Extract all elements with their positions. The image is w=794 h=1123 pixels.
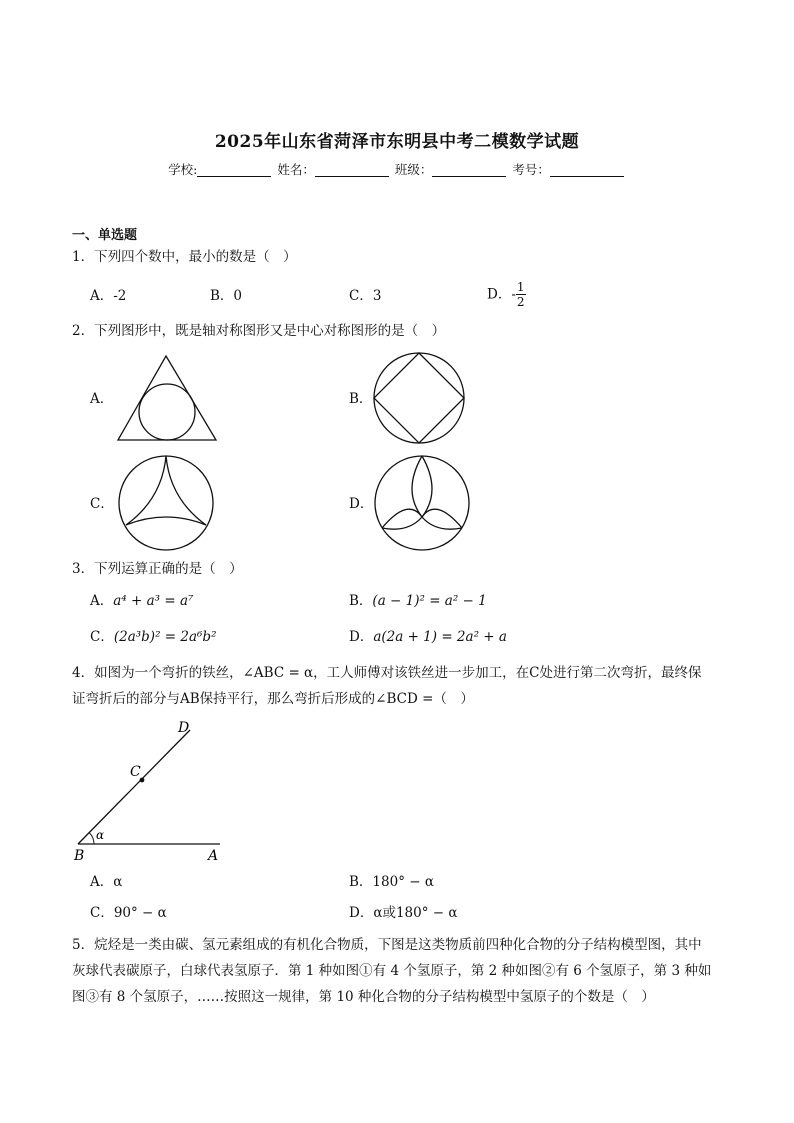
label-c: C xyxy=(130,764,141,780)
number-label: 考号： xyxy=(512,162,550,177)
q3-option-b-label: B． xyxy=(349,593,373,609)
q1-option-b[interactable]: B．0 xyxy=(210,288,243,304)
question-3-stem: 3．下列运算正确的是（ ） xyxy=(72,561,243,577)
question-5-line-1: 5．烷烃是一类由碳、氢元素组成的有机化合物质，下图是这类物质前四种化合物的分子结构模型图，其中 xyxy=(72,937,702,953)
q3-option-c[interactable] xyxy=(90,628,216,646)
q1-option-a[interactable]: A．-2 xyxy=(90,288,127,304)
q1-option-d-prefix: D．- xyxy=(487,286,516,303)
name-blank[interactable] xyxy=(315,163,389,177)
number-blank[interactable] xyxy=(550,163,624,177)
q2-option-d-label[interactable]: D． xyxy=(349,496,374,512)
q3-option-d[interactable] xyxy=(349,628,507,646)
question-5-line-2: 灰球代表碳原子，白球代表氢原子．第 1 种如图①有 4 个氢原子，第 2 种如图②有 6 个氢原子，第 3 种如 xyxy=(72,963,712,979)
school-label: 学校: xyxy=(168,162,198,177)
q2-option-a-label[interactable]: A． xyxy=(90,391,114,407)
exam-title: 2025年山东省菏泽市东明县中考二模数学试题 xyxy=(214,132,580,152)
question-4-line-1: 4．如图为一个弯折的铁丝，∠ABC = α，工人师傅对该铁丝进一步加工，在C处进行第二次弯折，最终保 xyxy=(72,665,702,681)
q1-option-d[interactable] xyxy=(487,280,526,309)
question-5-line-3: 图③有 8 个氢原子，……按照这一规律，第 10 种化合物的分子结构模型中氢原子的个数是（ ） xyxy=(72,989,655,1005)
q4-option-a[interactable]: A．α xyxy=(90,874,123,890)
name-label: 姓名： xyxy=(277,162,315,177)
q3-option-a-label: A． xyxy=(90,593,114,609)
class-label: 班级： xyxy=(394,162,433,177)
q3-option-a[interactable] xyxy=(90,592,193,610)
q3-option-d-label: D． xyxy=(349,629,374,645)
question-1-stem: 1．下列四个数中，最小的数是（ ） xyxy=(72,249,297,265)
q2-figure-a-triangle-incircle[interactable] xyxy=(116,354,220,442)
label-alpha: α xyxy=(96,828,105,842)
q3-option-c-expr: (2a³b)² = 2a⁶b² xyxy=(113,629,217,645)
question-5-stem xyxy=(72,932,724,1010)
fraction-denominator: 2 xyxy=(516,295,525,309)
q2-figure-d-trefoil[interactable] xyxy=(374,455,470,551)
question-4-stem xyxy=(72,660,724,712)
question-4-line-2: 证弯折后的部分与AB保持平行，那么弯折后形成的∠BCD =（ ） xyxy=(72,691,474,707)
section-title: 一、单选题 xyxy=(72,228,138,243)
class-blank[interactable] xyxy=(432,163,506,177)
q3-option-d-expr: a(2a + 1) = 2a² + a xyxy=(373,629,507,645)
school-blank[interactable] xyxy=(197,163,271,177)
q1-option-d-fraction xyxy=(516,280,526,309)
angle-alpha-arc xyxy=(89,833,94,844)
q4-bent-wire-figure xyxy=(70,718,230,866)
q2-option-b-label[interactable]: B． xyxy=(349,391,373,407)
q4-option-b[interactable]: B．180° − α xyxy=(349,874,434,890)
q2-figure-c-curved-triangle[interactable] xyxy=(118,455,214,551)
fraction-numerator: 1 xyxy=(516,280,525,294)
q2-figure-b-square-in-circle[interactable] xyxy=(372,352,466,444)
question-2-stem: 2．下列图形中，既是轴对称图形又是中心对称图形的是（ ） xyxy=(72,323,446,339)
q4-option-d[interactable]: D．α或180° − α xyxy=(349,905,458,921)
q3-option-a-expr: a⁴ + a³ = a⁷ xyxy=(113,593,194,609)
q4-option-c[interactable]: C．90° − α xyxy=(90,905,167,921)
q1-option-c[interactable]: C．3 xyxy=(349,288,382,304)
q3-option-c-label: C． xyxy=(90,629,114,645)
q3-option-b[interactable] xyxy=(349,592,487,610)
q2-option-c-label[interactable]: C． xyxy=(90,496,114,512)
q3-option-b-expr: (a − 1)² = a² − 1 xyxy=(372,593,487,609)
student-info-row xyxy=(0,160,794,178)
label-b: B xyxy=(74,848,85,864)
label-a: A xyxy=(208,848,219,864)
label-d: D xyxy=(178,720,190,736)
segment-bd xyxy=(78,730,190,844)
